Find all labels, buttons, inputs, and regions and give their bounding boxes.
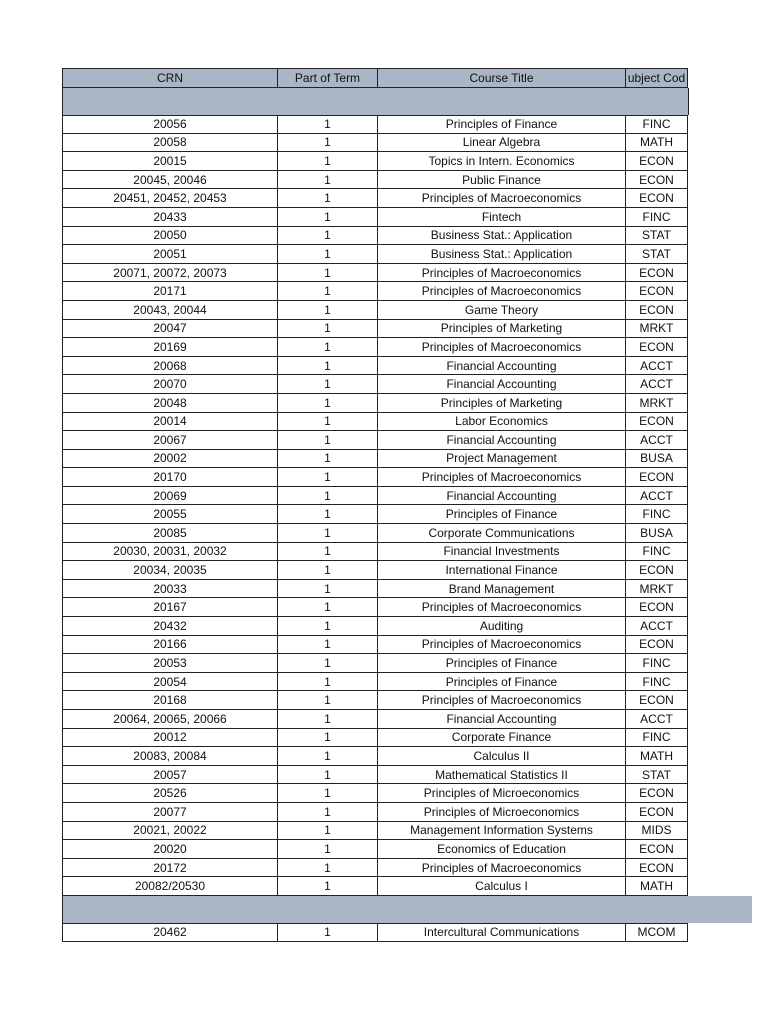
part-of-term-cell[interactable]: 1 — [277, 822, 377, 841]
subject-code-cell[interactable]: ECON — [625, 152, 688, 171]
course-title-cell[interactable]: Principles of Finance — [377, 673, 625, 692]
part-of-term-cell[interactable]: 1 — [277, 729, 377, 748]
subject-code-cell[interactable]: ACCT — [625, 431, 688, 450]
table-row — [62, 636, 752, 655]
course-title-cell[interactable]: Financial Accounting — [377, 357, 625, 376]
part-of-term-cell[interactable]: 1 — [277, 840, 377, 859]
subject-code-cell[interactable]: ECON — [625, 636, 688, 655]
table-row — [62, 431, 752, 450]
table-row — [62, 338, 752, 357]
crn-cell[interactable]: 20014 — [62, 413, 277, 432]
subject-code-cell[interactable]: FINC — [625, 505, 688, 524]
part-of-term-cell[interactable]: 1 — [277, 375, 377, 394]
crn-cell[interactable]: 20050 — [62, 227, 277, 246]
header-course-title[interactable]: Course Title — [377, 68, 625, 88]
table-row — [62, 784, 752, 803]
part-of-term-cell[interactable]: 1 — [277, 245, 377, 264]
subject-code-cell[interactable]: MATH — [625, 747, 688, 766]
subject-code-cell[interactable]: FINC — [625, 208, 688, 227]
crn-cell[interactable]: 20012 — [62, 729, 277, 748]
course-title-cell[interactable]: Principles of Finance — [377, 654, 625, 673]
crn-cell[interactable]: 20030, 20031, 20032 — [62, 543, 277, 562]
crn-cell[interactable]: 20167 — [62, 598, 277, 617]
subject-code-cell[interactable]: FINC — [625, 729, 688, 748]
subject-code-cell[interactable]: MATH — [625, 877, 688, 896]
course-title-cell[interactable]: Financial Investments — [377, 543, 625, 562]
course-title-cell[interactable]: Principles of Macroeconomics — [377, 691, 625, 710]
crn-cell[interactable]: 20083, 20084 — [62, 747, 277, 766]
table-row — [62, 301, 752, 320]
crn-cell[interactable]: 20526 — [62, 784, 277, 803]
section-band-bottom — [62, 896, 752, 923]
subject-code-cell[interactable]: FINC — [625, 654, 688, 673]
part-of-term-cell[interactable]: 1 — [277, 394, 377, 413]
part-of-term-cell[interactable]: 1 — [277, 580, 377, 599]
subject-code-cell[interactable]: MATH — [625, 134, 688, 153]
course-title-cell[interactable]: Principles of Microeconomics — [377, 784, 625, 803]
part-of-term-cell[interactable]: 1 — [277, 747, 377, 766]
crn-cell[interactable]: 20057 — [62, 766, 277, 785]
table-row — [62, 822, 752, 841]
subject-code-cell[interactable]: ECON — [625, 691, 688, 710]
crn-cell[interactable]: 20170 — [62, 468, 277, 487]
table-row — [62, 264, 752, 283]
course-title-cell[interactable]: Principles of Macroeconomics — [377, 468, 625, 487]
crn-cell[interactable]: 20168 — [62, 691, 277, 710]
part-of-term-cell[interactable]: 1 — [277, 189, 377, 208]
subject-code-cell[interactable]: ECON — [625, 338, 688, 357]
subject-code-cell[interactable]: BUSA — [625, 450, 688, 469]
subject-code-cell[interactable]: MRKT — [625, 320, 688, 339]
course-title-cell[interactable]: Calculus I — [377, 877, 625, 896]
part-of-term-cell[interactable]: 1 — [277, 227, 377, 246]
course-title-cell[interactable]: Project Management — [377, 450, 625, 469]
subject-code-cell[interactable]: MRKT — [625, 394, 688, 413]
subject-code-cell[interactable]: ACCT — [625, 710, 688, 729]
part-of-term-cell[interactable]: 1 — [277, 877, 377, 896]
table-row — [62, 877, 752, 896]
part-of-term-cell[interactable]: 1 — [277, 617, 377, 636]
part-of-term-cell[interactable]: 1 — [277, 710, 377, 729]
subject-code-cell[interactable]: STAT — [625, 245, 688, 264]
table-row — [62, 450, 752, 469]
table-row — [62, 227, 752, 246]
part-of-term-cell[interactable]: 1 — [277, 654, 377, 673]
table-row — [62, 413, 752, 432]
table-row — [62, 543, 752, 562]
course-title-cell[interactable]: Financial Accounting — [377, 487, 625, 506]
table-header-row — [62, 68, 752, 88]
table-row — [62, 468, 752, 487]
crn-cell[interactable]: 20171 — [62, 282, 277, 301]
part-of-term-cell[interactable]: 1 — [277, 598, 377, 617]
crn-cell[interactable]: 20070 — [62, 375, 277, 394]
crn-cell[interactable]: 20433 — [62, 208, 277, 227]
table-row — [62, 357, 752, 376]
table-row — [62, 803, 752, 822]
course-title-cell[interactable]: Principles of Macroeconomics — [377, 636, 625, 655]
course-title-cell[interactable]: Mathematical Statistics II — [377, 766, 625, 785]
section-band-top — [62, 88, 689, 115]
course-title-cell[interactable]: Principles of Marketing — [377, 394, 625, 413]
crn-cell[interactable]: 20020 — [62, 840, 277, 859]
course-title-cell[interactable]: Public Finance — [377, 171, 625, 190]
part-of-term-cell[interactable]: 1 — [277, 487, 377, 506]
table-row — [62, 152, 752, 171]
table-row — [62, 208, 752, 227]
crn-cell[interactable]: 20169 — [62, 338, 277, 357]
crn-cell[interactable]: 20021, 20022 — [62, 822, 277, 841]
table-row — [62, 394, 752, 413]
table-row — [62, 487, 752, 506]
course-title-cell[interactable]: Principles of Macroeconomics — [377, 338, 625, 357]
part-of-term-cell[interactable]: 1 — [277, 923, 377, 942]
crn-cell[interactable]: 20043, 20044 — [62, 301, 277, 320]
course-title-cell[interactable]: Fintech — [377, 208, 625, 227]
crn-cell[interactable]: 20055 — [62, 505, 277, 524]
subject-code-cell[interactable]: ECON — [625, 859, 688, 878]
subject-code-cell[interactable]: STAT — [625, 227, 688, 246]
course-title-cell[interactable]: Corporate Communications — [377, 524, 625, 543]
crn-cell[interactable]: 20015 — [62, 152, 277, 171]
subject-code-cell[interactable]: FINC — [625, 543, 688, 562]
table-row — [62, 320, 752, 339]
crn-cell[interactable]: 20054 — [62, 673, 277, 692]
subject-code-cell[interactable]: ECON — [625, 301, 688, 320]
subject-code-cell[interactable]: BUSA — [625, 524, 688, 543]
course-title-cell[interactable]: Financial Accounting — [377, 375, 625, 394]
table-row — [62, 654, 752, 673]
subject-code-cell[interactable]: ACCT — [625, 357, 688, 376]
crn-cell[interactable]: 20051 — [62, 245, 277, 264]
part-of-term-cell[interactable]: 1 — [277, 264, 377, 283]
crn-cell[interactable]: 20069 — [62, 487, 277, 506]
subject-code-cell[interactable]: ECON — [625, 840, 688, 859]
course-title-cell[interactable]: Principles of Microeconomics — [377, 803, 625, 822]
subject-code-cell[interactable]: ECON — [625, 282, 688, 301]
part-of-term-cell[interactable]: 1 — [277, 468, 377, 487]
subject-code-cell[interactable]: FINC — [625, 115, 688, 134]
header-subject-code[interactable]: ubject Cod — [625, 68, 688, 88]
crn-cell[interactable]: 20166 — [62, 636, 277, 655]
part-of-term-cell[interactable]: 1 — [277, 691, 377, 710]
subject-code-cell[interactable]: MIDS — [625, 822, 688, 841]
subject-code-cell[interactable]: ACCT — [625, 375, 688, 394]
crn-cell[interactable]: 20068 — [62, 357, 277, 376]
crn-cell[interactable]: 20033 — [62, 580, 277, 599]
part-of-term-cell[interactable]: 1 — [277, 208, 377, 227]
course-title-cell[interactable]: Topics in Intern. Economics — [377, 152, 625, 171]
subject-code-cell[interactable]: ECON — [625, 803, 688, 822]
subject-code-cell[interactable]: ECON — [625, 468, 688, 487]
course-title-cell[interactable]: Principles of Finance — [377, 115, 625, 134]
subject-code-cell[interactable]: ACCT — [625, 617, 688, 636]
part-of-term-cell[interactable]: 1 — [277, 357, 377, 376]
crn-cell[interactable]: 20034, 20035 — [62, 561, 277, 580]
part-of-term-cell[interactable]: 1 — [277, 320, 377, 339]
table-row — [62, 524, 752, 543]
course-title-cell[interactable]: Corporate Finance — [377, 729, 625, 748]
table-row — [62, 375, 752, 394]
course-title-cell[interactable]: Linear Algebra — [377, 134, 625, 153]
course-title-cell[interactable]: Financial Accounting — [377, 431, 625, 450]
table-row — [62, 859, 752, 878]
subject-code-cell[interactable]: ECON — [625, 784, 688, 803]
crn-cell[interactable]: 20048 — [62, 394, 277, 413]
subject-code-cell[interactable]: MCOM — [625, 923, 688, 942]
crn-cell[interactable]: 20085 — [62, 524, 277, 543]
course-title-cell[interactable]: Principles of Macroeconomics — [377, 282, 625, 301]
course-title-cell[interactable]: Principles of Macroeconomics — [377, 189, 625, 208]
crn-cell[interactable]: 20451, 20452, 20453 — [62, 189, 277, 208]
part-of-term-cell[interactable]: 1 — [277, 784, 377, 803]
crn-cell[interactable]: 20058 — [62, 134, 277, 153]
subject-code-cell[interactable]: ACCT — [625, 487, 688, 506]
course-title-cell[interactable]: Brand Management — [377, 580, 625, 599]
part-of-term-cell[interactable]: 1 — [277, 301, 377, 320]
course-title-cell[interactable]: Labor Economics — [377, 413, 625, 432]
subject-code-cell[interactable]: ECON — [625, 598, 688, 617]
course-title-cell[interactable]: Business Stat.: Application — [377, 227, 625, 246]
crn-cell[interactable]: 20056 — [62, 115, 277, 134]
table-row — [62, 134, 752, 153]
table-row — [62, 710, 752, 729]
table-row — [62, 729, 752, 748]
crn-cell[interactable]: 20047 — [62, 320, 277, 339]
table-row — [62, 189, 752, 208]
course-title-cell[interactable]: Calculus II — [377, 747, 625, 766]
crn-cell[interactable]: 20067 — [62, 431, 277, 450]
crn-cell[interactable]: 20053 — [62, 654, 277, 673]
crn-cell[interactable]: 20172 — [62, 859, 277, 878]
course-title-cell[interactable]: Principles of Macroeconomics — [377, 859, 625, 878]
subject-code-cell[interactable]: FINC — [625, 673, 688, 692]
part-of-term-cell[interactable]: 1 — [277, 338, 377, 357]
course-title-cell[interactable]: Auditing — [377, 617, 625, 636]
part-of-term-cell[interactable]: 1 — [277, 766, 377, 785]
part-of-term-cell[interactable]: 1 — [277, 282, 377, 301]
part-of-term-cell[interactable]: 1 — [277, 561, 377, 580]
part-of-term-cell[interactable]: 1 — [277, 543, 377, 562]
crn-cell[interactable]: 20077 — [62, 803, 277, 822]
table-row — [62, 561, 752, 580]
part-of-term-cell[interactable]: 1 — [277, 431, 377, 450]
course-title-cell[interactable]: Principles of Finance — [377, 505, 625, 524]
subject-code-cell[interactable]: ECON — [625, 189, 688, 208]
part-of-term-cell[interactable]: 1 — [277, 171, 377, 190]
course-title-cell[interactable]: Principles of Macroeconomics — [377, 264, 625, 283]
course-title-cell[interactable]: Financial Accounting — [377, 710, 625, 729]
crn-cell[interactable]: 20432 — [62, 617, 277, 636]
part-of-term-cell[interactable]: 1 — [277, 152, 377, 171]
table-row — [62, 840, 752, 859]
subject-code-cell[interactable]: ECON — [625, 264, 688, 283]
subject-code-cell[interactable]: MRKT — [625, 580, 688, 599]
part-of-term-cell[interactable]: 1 — [277, 413, 377, 432]
table-row — [62, 171, 752, 190]
course-title-cell[interactable]: International Finance — [377, 561, 625, 580]
crn-cell[interactable]: 20002 — [62, 450, 277, 469]
crn-cell[interactable]: 20064, 20065, 20066 — [62, 710, 277, 729]
table-row — [62, 617, 752, 636]
part-of-term-cell[interactable]: 1 — [277, 450, 377, 469]
table-row — [62, 747, 752, 766]
course-title-cell[interactable]: Intercultural Communications — [377, 923, 625, 942]
part-of-term-cell[interactable]: 1 — [277, 115, 377, 134]
table-row — [62, 245, 752, 264]
table-body-top — [62, 115, 752, 896]
table-row — [62, 598, 752, 617]
crn-cell[interactable]: 20045, 20046 — [62, 171, 277, 190]
table-row — [62, 766, 752, 785]
course-title-cell[interactable]: Principles of Marketing — [377, 320, 625, 339]
part-of-term-cell[interactable]: 1 — [277, 859, 377, 878]
crn-cell[interactable]: 20082/20530 — [62, 877, 277, 896]
table-row — [62, 923, 752, 942]
crn-cell[interactable]: 20071, 20072, 20073 — [62, 264, 277, 283]
part-of-term-cell[interactable]: 1 — [277, 134, 377, 153]
table-body-bottom — [62, 923, 752, 942]
crn-cell[interactable]: 20462 — [62, 923, 277, 942]
course-title-cell[interactable]: Management Information Systems — [377, 822, 625, 841]
table-row — [62, 115, 752, 134]
course-title-cell[interactable]: Economics of Education — [377, 840, 625, 859]
table-row — [62, 580, 752, 599]
table-row — [62, 505, 752, 524]
header-crn[interactable]: CRN — [62, 68, 277, 88]
header-part-of-term[interactable]: Part of Term — [277, 68, 377, 88]
part-of-term-cell[interactable]: 1 — [277, 505, 377, 524]
table-row — [62, 282, 752, 301]
part-of-term-cell[interactable]: 1 — [277, 524, 377, 543]
course-title-cell[interactable]: Principles of Macroeconomics — [377, 598, 625, 617]
subject-code-cell[interactable]: ECON — [625, 413, 688, 432]
table-row — [62, 673, 752, 692]
course-title-cell[interactable]: Game Theory — [377, 301, 625, 320]
table-row — [62, 691, 752, 710]
part-of-term-cell[interactable]: 1 — [277, 673, 377, 692]
subject-code-cell[interactable]: ECON — [625, 561, 688, 580]
course-title-cell[interactable]: Business Stat.: Application — [377, 245, 625, 264]
subject-code-cell[interactable]: STAT — [625, 766, 688, 785]
spreadsheet-table — [62, 68, 752, 942]
subject-code-cell[interactable]: ECON — [625, 171, 688, 190]
part-of-term-cell[interactable]: 1 — [277, 803, 377, 822]
part-of-term-cell[interactable]: 1 — [277, 636, 377, 655]
